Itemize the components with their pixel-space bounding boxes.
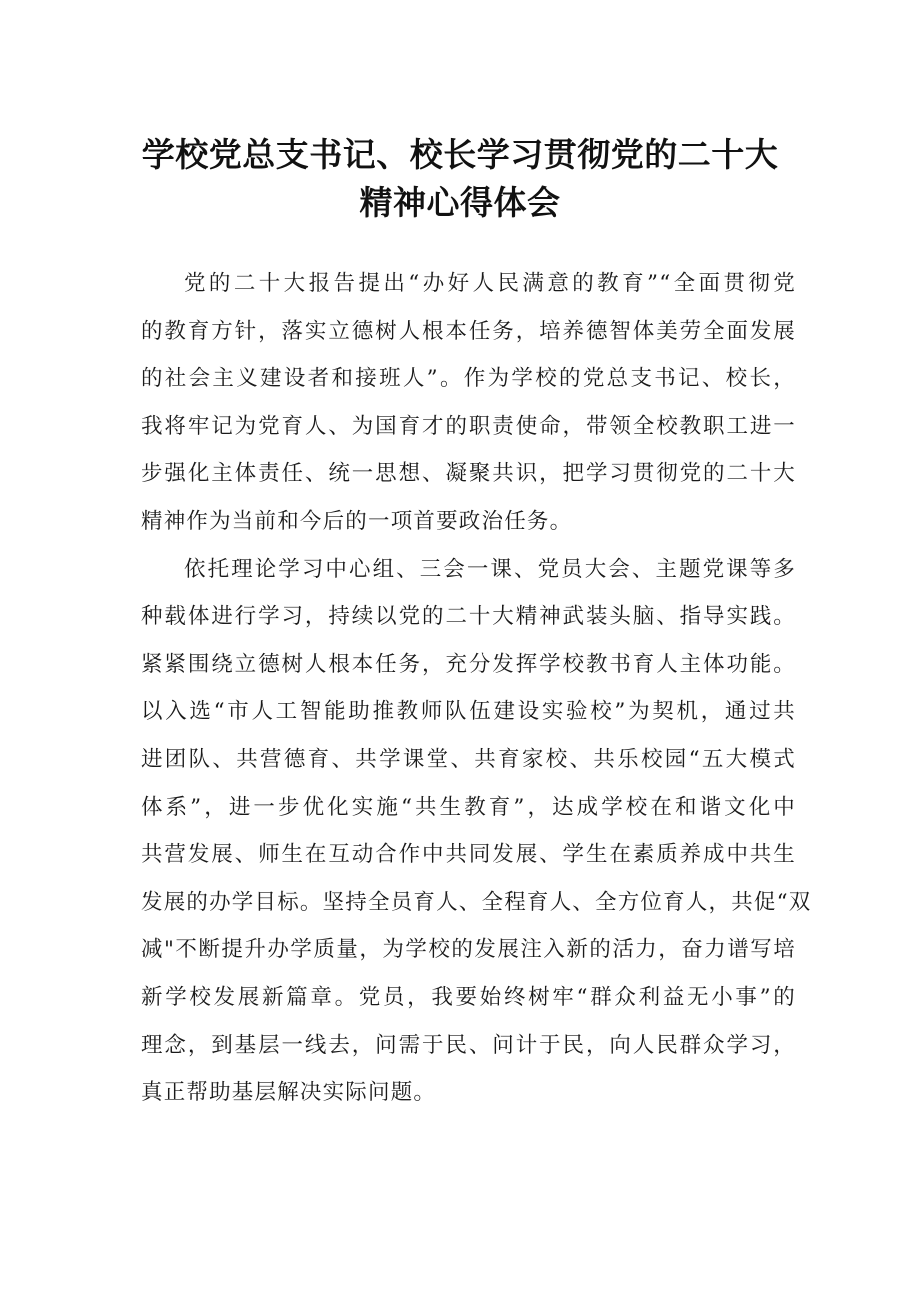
- paragraph-1: [141, 260, 796, 546]
- text-line: 以入选“市人工智能助推教师队伍建设实验校”为契机，通过共: [141, 699, 796, 725]
- paragraph-2: [141, 546, 812, 1117]
- text-line: 发展的办学目标。坚持全员育人、全程育人、全方位育人，共促“双: [141, 889, 812, 915]
- text-line: 的社会主义建设者和接班人”。作为学校的党总支书记、校长，: [141, 366, 796, 392]
- text-line: 减"不断提升办学质量，为学校的发展注入新的活力，奋力谱写培: [141, 937, 796, 963]
- text-line: 进团队、共营德育、共学课堂、共育家校、共乐校园“五大模式: [141, 746, 796, 772]
- text-line: 精神作为当前和今后的一项首要政治任务。: [141, 508, 573, 534]
- text-line: 党的二十大报告提出“办好人民满意的教育”“全面贯彻党: [184, 271, 796, 296]
- text-line: 我将牢记为党育人、为国育才的职责使命，带领全校教职工进一: [141, 413, 796, 439]
- text-line: 紧紧围绕立德树人根本任务，充分发挥学校教书育人主体功能。: [141, 651, 796, 677]
- text-line: 共营发展、师生在互动合作中共同发展、学生在素质养成中共生: [141, 842, 796, 868]
- text-line: 体系”，进一步优化实施“共生教育”，达成学校在和谐文化中: [141, 794, 796, 820]
- text-line: 依托理论学习中心组、三会一课、党员大会、主题党课等多: [184, 556, 796, 582]
- title-line: 学校党总支书记、校长学习贯彻党的二十大: [141, 135, 779, 174]
- document-title: [130, 131, 790, 227]
- title-line: 精神心得体会: [359, 183, 561, 222]
- text-line: 理念，到基层一线去，问需于民、问计于民，向人民群众学习，: [141, 1032, 796, 1058]
- text-line: 的教育方针，落实立德树人根本任务，培养德智体美劳全面发展: [141, 318, 796, 344]
- document-body: [141, 260, 812, 1117]
- text-line: 新学校发展新篇章。党员，我要始终树牢“群众利益无小事”的: [141, 984, 796, 1010]
- text-line: 真正帮助基层解决实际问题。: [141, 1080, 437, 1106]
- text-line: 步强化主体责任、统一思想、凝聚共识，把学习贯彻党的二十大: [141, 461, 796, 487]
- text-line: 种载体进行学习，持续以党的二十大精神武装头脑、指导实践。: [141, 604, 796, 630]
